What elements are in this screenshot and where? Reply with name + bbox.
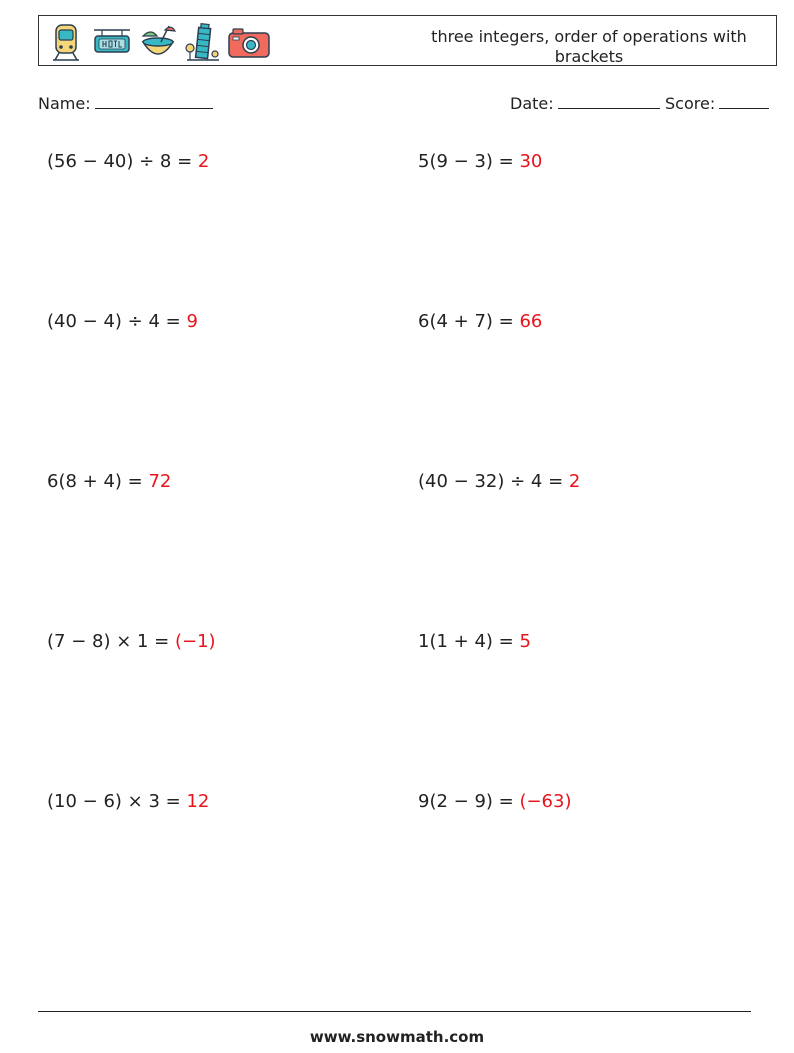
problem-answer: (−1)	[174, 631, 216, 652]
problem-expression: 5(9 − 3) =	[418, 151, 520, 172]
problem-8	[418, 631, 531, 652]
footer-url[interactable]: www.snowmath.com	[309, 1028, 485, 1046]
score-label: Score:	[665, 94, 716, 113]
score-field	[665, 94, 769, 113]
tram-icon	[47, 22, 85, 62]
problem-answer: (−63)	[519, 791, 572, 812]
problem-answer: 9	[186, 311, 198, 332]
name-field	[38, 94, 213, 113]
problem-expression: (40 − 32) ÷ 4 =	[418, 471, 569, 492]
worksheet-header	[38, 15, 777, 66]
problem-expression: (56 − 40) ÷ 8 =	[47, 151, 198, 172]
coconut-drink-icon	[139, 22, 177, 62]
problem-9	[47, 791, 209, 812]
problem-expression: 6(4 + 7) =	[418, 311, 520, 332]
problem-6	[418, 471, 580, 492]
problem-answer: 12	[186, 791, 210, 812]
problem-3	[47, 311, 198, 332]
name-blank[interactable]	[95, 94, 213, 109]
score-blank[interactable]	[719, 94, 769, 109]
problem-answer: 66	[519, 311, 543, 332]
problem-expression: (40 − 4) ÷ 4 =	[47, 311, 187, 332]
problem-expression: 6(8 + 4) =	[47, 471, 149, 492]
name-label: Name:	[38, 94, 91, 113]
worksheet-title: three integers, order of operations with brackets	[431, 27, 747, 66]
date-field	[510, 94, 660, 113]
problem-4	[418, 311, 542, 332]
problem-answer: 72	[148, 471, 172, 492]
leaning-tower-icon	[183, 22, 221, 62]
problem-expression: 1(1 + 4) =	[418, 631, 520, 652]
problem-answer: 2	[197, 151, 210, 172]
problem-expression: (7 − 8) × 1 =	[47, 631, 175, 652]
problem-10	[418, 791, 571, 812]
problem-7	[47, 631, 216, 652]
problem-expression: 9(2 − 9) =	[418, 791, 520, 812]
problem-expression: (10 − 6) × 3 =	[47, 791, 187, 812]
problem-answer: 30	[519, 151, 543, 172]
date-label: Date:	[510, 94, 554, 113]
camera-icon	[227, 22, 271, 62]
header-icons	[47, 21, 271, 63]
problem-answer: 2	[568, 471, 581, 492]
hotel-sign-icon	[91, 22, 133, 62]
problem-answer: 5	[519, 631, 531, 652]
problem-2	[418, 151, 542, 172]
date-blank[interactable]	[558, 94, 660, 109]
footer-divider	[38, 1011, 751, 1012]
problem-1	[47, 151, 209, 172]
problem-5	[47, 471, 171, 492]
